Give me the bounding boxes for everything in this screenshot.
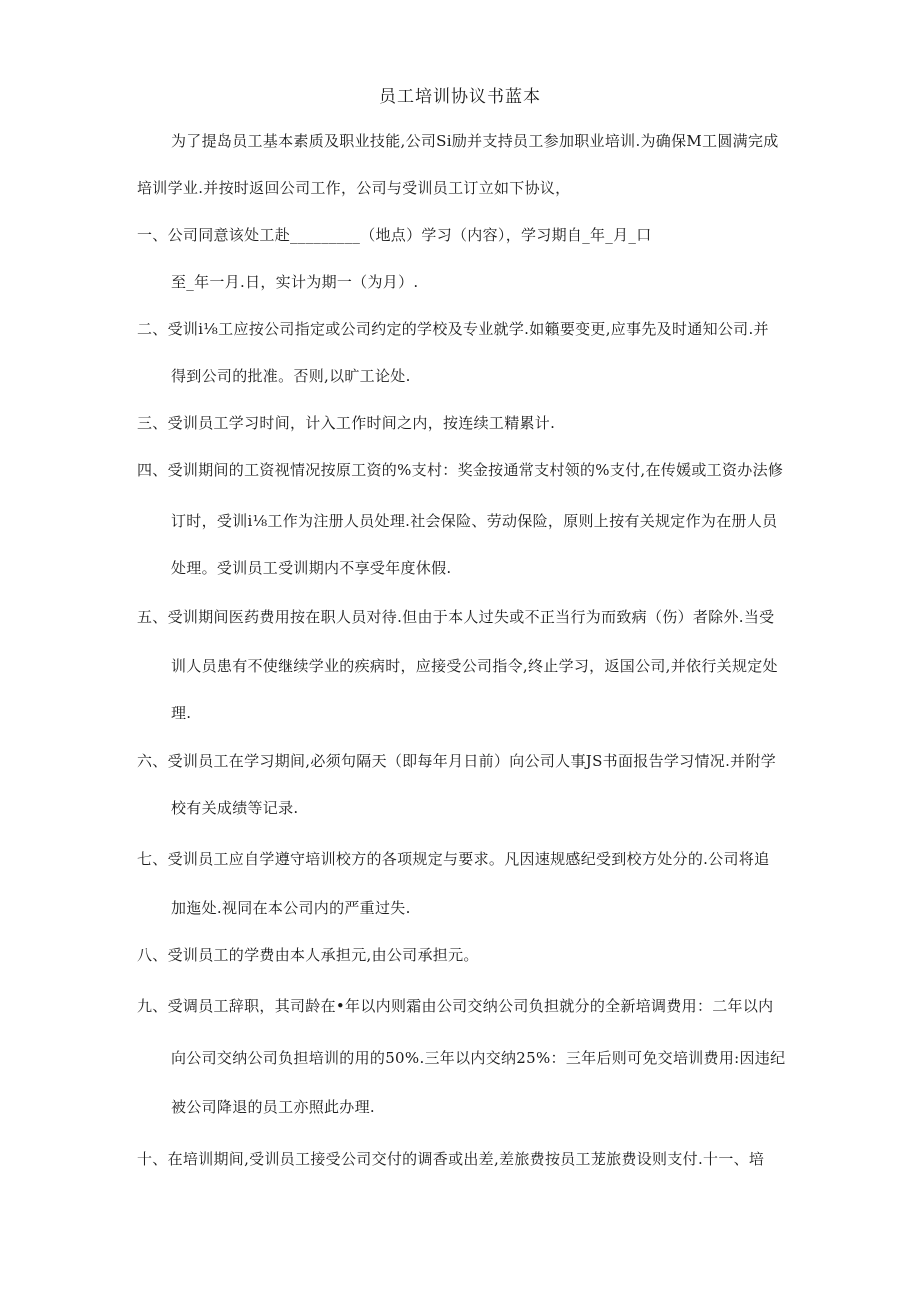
clause-text: 受训i⅛工应按公司指定或公司约定的学校及专业就学.如籟要变更,应事先及时通知公司.并 [167, 320, 769, 338]
clause-number: 十、 [137, 1150, 168, 1168]
clause-6-line-2: 校有关成绩等记录. [171, 799, 299, 817]
clause-number: 五、 [137, 608, 168, 626]
clause-number: 九、 [137, 997, 168, 1015]
clause-10-line-1 [137, 1148, 764, 1170]
clause-7-line-2: 加迤处.视同在本公司内的严重过失. [171, 899, 411, 917]
clause-6-line-1 [137, 750, 776, 772]
clause-4-line-1 [137, 459, 783, 481]
clause-1-line-1 [137, 224, 652, 246]
clause-3-line-1 [137, 412, 555, 434]
clause-5-line-1 [137, 606, 774, 628]
clause-text: 受训员工的学费由本人承担元,由公司承担元。 [167, 946, 479, 964]
clause-number: 六、 [137, 752, 168, 770]
clause-text: 公司同意该处工赴_________（地点）学习（内容），学习期自_年_月_口 [167, 226, 652, 244]
intro-line-2: 培训学业.并按时返回公司工作，公司与受训员工订立如下协议， [137, 179, 571, 197]
clause-text: 受训期间的工资视情况按原工资的%支村：奖金按通常支村领的%支付,在传媛或工资办法修 [167, 461, 784, 479]
clause-9-line-3: 被公司降退的员工亦照此办理. [171, 1098, 375, 1116]
clause-text: 受训员工学习时间，计入工作时间之内，按连续工精累计. [167, 414, 556, 432]
page-title: 员工培训协议书蓝本 [379, 87, 541, 107]
clause-9-line-1 [137, 995, 773, 1017]
clause-number: 八、 [137, 946, 168, 964]
clause-7-line-1 [137, 848, 769, 870]
clause-5-line-2: 训人员患有不使继续学业的疾病时，应接受公司指令,终止学习，返国公司,并依行关规定处 [171, 657, 778, 675]
clause-2-line-2: 得到公司的批准。否则,以旷工论处. [171, 367, 411, 385]
clause-number: 一、 [137, 226, 168, 244]
clause-text: 受调员工辞职，其司龄在•年以内则霜由公司交纳公司负担就分的全新培调费用：二年以内 [167, 997, 774, 1015]
clause-text: 受训员工应自学遵守培训校方的各项规定与要求。凡因速规感纪受到校方处分的.公司将追 [167, 850, 770, 868]
clause-number: 四、 [137, 461, 168, 479]
clause-text: 受训期间医药费用按在职人员对待.但由于本人过失或不正当行为而致病（伤）者除外.当受 [167, 608, 775, 626]
clause-4-line-3: 处理。受训员工受训期内不享受年度休假. [171, 559, 452, 577]
clause-9-line-2: 向公司交纳公司负担培训的用的50%.三年以内交纳25%：三年后则可免交培训费用:因违纪 [171, 1049, 786, 1067]
clause-text: 受训员工在学习期间,必须句隔天（即每年月日前）向公司人事JS书面报告学习情况.并附学 [167, 752, 777, 770]
clause-number: 二、 [137, 320, 168, 338]
clause-number: 七、 [137, 850, 168, 868]
clause-8-line-1 [137, 944, 479, 966]
clause-5-line-3: 理. [171, 704, 192, 722]
intro-line-1: 为了提岛员工基本素质及职业技能,公司Si励并支持员工参加职业培训.为确保M工圆满完成 [171, 132, 779, 150]
clause-4-line-2: 订时，受训i⅛工作为注册人员处理.社会保险、劳动保险，原则上按有关规定作为在册人员 [171, 512, 778, 530]
clause-text: 在培训期间,受训员工接受公司交付的调香或出差,差旅费按员工茏旅费设则支付.十一、培 [167, 1150, 765, 1168]
clause-1-line-2: 至_年一月.日，实计为期一（为月）. [171, 273, 419, 291]
clause-2-line-1 [137, 318, 769, 340]
clause-number: 三、 [137, 414, 168, 432]
